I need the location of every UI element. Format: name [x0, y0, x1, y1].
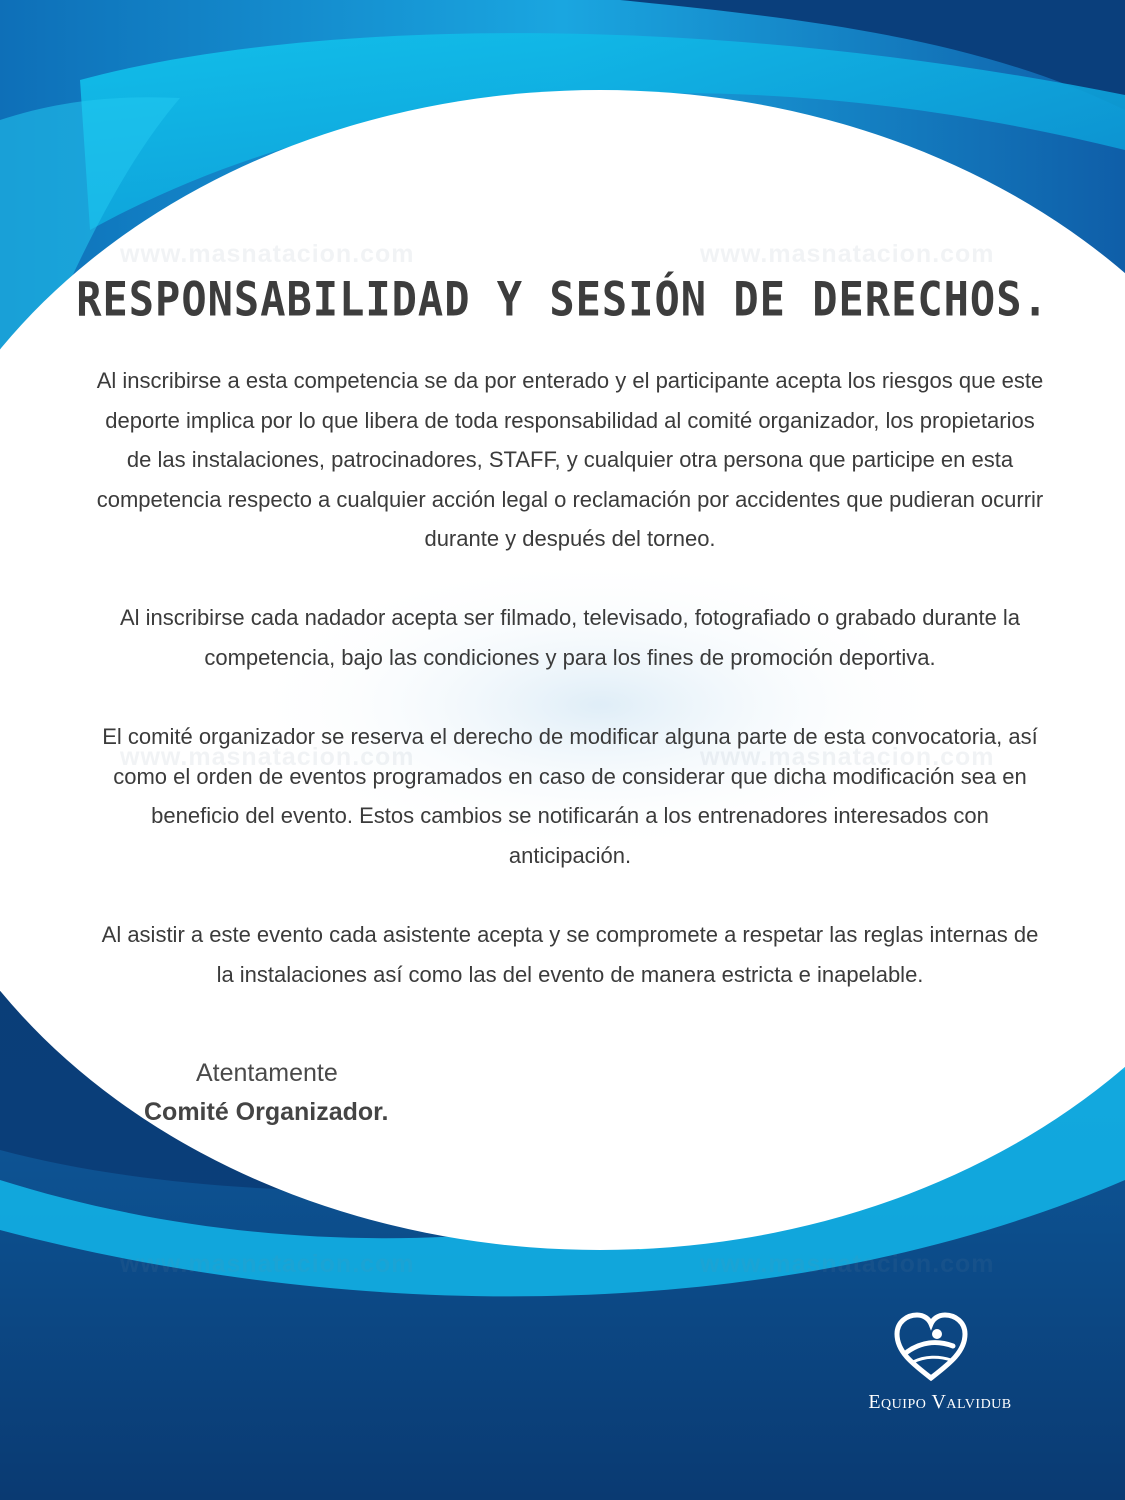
- watermark: www.masnatacion.com: [700, 743, 995, 771]
- signature-committee: Comité Organizador.: [144, 1098, 389, 1126]
- watermark: www.masnatacion.com: [120, 240, 415, 268]
- team-name: Equipo Valvidub: [868, 1391, 1012, 1413]
- watermark: www.masnatacion.com: [700, 1250, 995, 1278]
- watermark: www.masnatacion.com: [700, 240, 995, 268]
- paragraph-liability: Al inscribirse a esta competencia se da por enterado y el participante acepta los riesgos que este deporte implica por lo que libera de toda responsabilidad al comité organizador, los propietarios de las instalaciones, patrocinadores, STAFF, y cualquier otra persona que participe en esta competencia respecto a cualquier acción legal o reclamación por accidentes que pudieran ocurrir durante y después del torneo.: [96, 368, 1044, 551]
- paragraph-modifications: El comité organizador se reserva el derecho de modificar alguna parte de esta convocatoria, así como el orden de eventos programados en caso de considerar que dicha modificación sea en beneficio del evento. Estos cambios se notificarán a los entrenadores interesados con anticipación.: [102, 724, 1038, 868]
- closing-salutation: Atentamente: [196, 1059, 338, 1087]
- paragraph-attendee-rules: Al asistir a este evento cada asistente acepta y se compromete a respetar las reglas internas de la instalaciones así como las del evento de manera estricta e inapelable.: [101, 922, 1039, 987]
- watermark: www.masnatacion.com: [120, 743, 415, 771]
- swimmer-heart-logo-icon: [893, 1312, 969, 1382]
- watermark: www.masnatacion.com: [120, 1250, 415, 1278]
- document-title: RESPONSABILIDAD Y SESIÓN DE DERECHOS.: [76, 272, 1049, 327]
- paragraph-filming-consent: Al inscribirse cada nadador acepta ser filmado, televisado, fotografiado o grabado durante la competencia, bajo las condiciones y para los fines de promoción deportiva.: [119, 605, 1021, 670]
